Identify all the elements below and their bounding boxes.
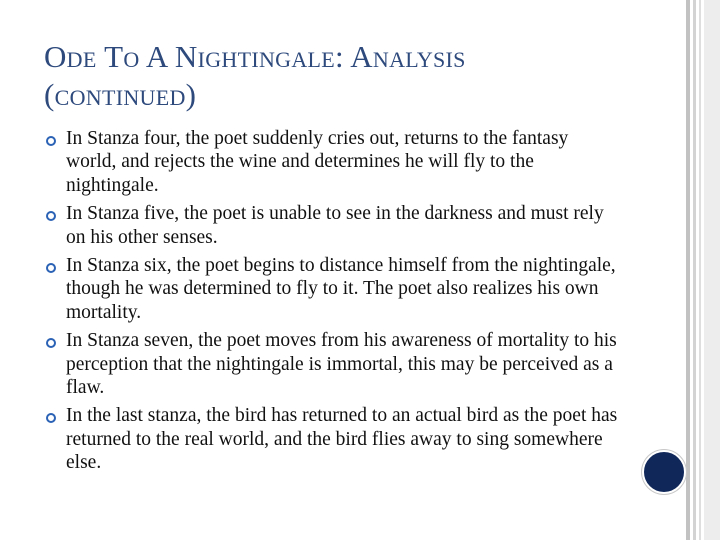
side-decoration-line <box>704 0 720 540</box>
side-decoration-line <box>699 0 701 540</box>
bullet-text: In Stanza seven, the poet moves from his awareness of mortality to his perception that the nightingale is immortal, this may be perceived as a flaw. <box>66 330 617 399</box>
bullet-list <box>46 127 622 480</box>
side-decoration-line <box>686 0 690 540</box>
ring-bullet-icon <box>46 136 56 146</box>
slide-title-line-2: (continued) <box>44 77 197 112</box>
bullet-item-stanza-four <box>46 127 622 197</box>
bullet-text: In Stanza six, the poet begins to distance himself from the nightingale, though he was determined to fly to it. The poet also realizes his own mortality. <box>66 255 616 323</box>
bullet-item-last-stanza <box>46 404 622 474</box>
ring-bullet-icon <box>46 211 56 221</box>
slide-title-line-1: Ode To A Nightingale: Analysis <box>44 39 466 74</box>
side-decoration-line <box>693 0 696 540</box>
bullet-item-stanza-seven <box>46 329 622 399</box>
bullet-text: In Stanza five, the poet is unable to see in the darkness and must rely on his other senses. <box>66 203 604 248</box>
bullet-item-stanza-five <box>46 202 622 249</box>
bullet-text: In Stanza four, the poet suddenly cries out, returns to the fantasy world, and rejects the wine and determines he will fly to the nightingale. <box>66 128 569 196</box>
ring-bullet-icon <box>46 413 56 423</box>
bullet-item-stanza-six <box>46 254 622 324</box>
slide-title <box>44 38 644 114</box>
ring-bullet-icon <box>46 338 56 348</box>
ring-bullet-icon <box>46 263 56 273</box>
bullet-text: In the last stanza, the bird has returned to an actual bird as the poet has returned to the real world, and the bird flies away to sing somewhere else. <box>66 405 618 474</box>
navy-circle-ornament <box>642 450 686 494</box>
